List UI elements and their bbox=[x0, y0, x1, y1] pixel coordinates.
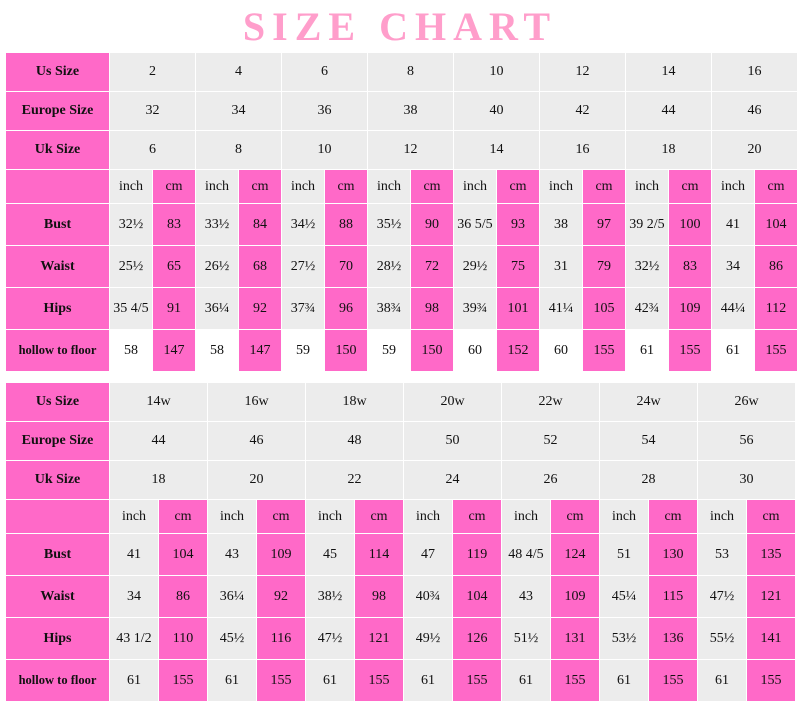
row-label-uk-size: Uk Size bbox=[6, 461, 110, 500]
row-label-units bbox=[6, 500, 110, 534]
cell-bust: 41 bbox=[110, 534, 159, 576]
row-label-hips: Hips bbox=[6, 618, 110, 660]
row-label-uk-size: Uk Size bbox=[6, 131, 110, 170]
cell-unit: cm bbox=[497, 170, 540, 204]
cell-hollow-to-floor: 155 bbox=[747, 660, 796, 702]
cell-waist: 29½ bbox=[454, 246, 497, 288]
cell-us-size: 22w bbox=[502, 383, 600, 422]
cell-bust: 43 bbox=[208, 534, 257, 576]
cell-hollow-to-floor: 150 bbox=[325, 330, 368, 372]
row-label-us-size: Us Size bbox=[6, 383, 110, 422]
cell-bust: 104 bbox=[159, 534, 208, 576]
cell-unit: cm bbox=[257, 500, 306, 534]
cell-hollow-to-floor: 147 bbox=[239, 330, 282, 372]
cell-uk-size: 6 bbox=[110, 131, 196, 170]
cell-unit: inch bbox=[208, 500, 257, 534]
cell-uk-size: 18 bbox=[626, 131, 712, 170]
cell-uk-size: 30 bbox=[698, 461, 796, 500]
cell-uk-size: 16 bbox=[540, 131, 626, 170]
cell-unit: inch bbox=[540, 170, 583, 204]
cell-bust: 32½ bbox=[110, 204, 153, 246]
cell-bust: 83 bbox=[153, 204, 196, 246]
table-row-europe-size bbox=[6, 92, 798, 131]
cell-europe-size: 48 bbox=[306, 422, 404, 461]
cell-hollow-to-floor: 59 bbox=[368, 330, 411, 372]
cell-hollow-to-floor: 155 bbox=[355, 660, 404, 702]
cell-waist: 26½ bbox=[196, 246, 239, 288]
cell-us-size: 12 bbox=[540, 53, 626, 92]
cell-unit: cm bbox=[747, 500, 796, 534]
cell-hollow-to-floor: 61 bbox=[306, 660, 355, 702]
cell-waist: 68 bbox=[239, 246, 282, 288]
cell-hips: 43 1/2 bbox=[110, 618, 159, 660]
cell-europe-size: 52 bbox=[502, 422, 600, 461]
cell-hollow-to-floor: 147 bbox=[153, 330, 196, 372]
cell-hips: 110 bbox=[159, 618, 208, 660]
cell-hips: 35 4/5 bbox=[110, 288, 153, 330]
cell-europe-size: 38 bbox=[368, 92, 454, 131]
row-label-europe-size: Europe Size bbox=[6, 422, 110, 461]
cell-uk-size: 12 bbox=[368, 131, 454, 170]
table-row-units bbox=[6, 170, 798, 204]
cell-hips: 112 bbox=[755, 288, 798, 330]
cell-europe-size: 42 bbox=[540, 92, 626, 131]
cell-unit: cm bbox=[411, 170, 454, 204]
cell-europe-size: 44 bbox=[110, 422, 208, 461]
cell-waist: 45¼ bbox=[600, 576, 649, 618]
cell-uk-size: 20 bbox=[208, 461, 306, 500]
cell-unit: inch bbox=[368, 170, 411, 204]
cell-hollow-to-floor: 59 bbox=[282, 330, 325, 372]
cell-bust: 104 bbox=[755, 204, 798, 246]
cell-unit: cm bbox=[239, 170, 282, 204]
cell-hollow-to-floor: 150 bbox=[411, 330, 454, 372]
cell-unit: cm bbox=[669, 170, 712, 204]
cell-bust: 39 2/5 bbox=[626, 204, 669, 246]
row-label-europe-size: Europe Size bbox=[6, 92, 110, 131]
cell-waist: 92 bbox=[257, 576, 306, 618]
cell-europe-size: 50 bbox=[404, 422, 502, 461]
table-row-hollow-to-floor bbox=[6, 330, 798, 372]
cell-waist: 31 bbox=[540, 246, 583, 288]
cell-bust: 88 bbox=[325, 204, 368, 246]
cell-hips: 49½ bbox=[404, 618, 453, 660]
cell-uk-size: 26 bbox=[502, 461, 600, 500]
cell-bust: 51 bbox=[600, 534, 649, 576]
table-row-us-size bbox=[6, 383, 796, 422]
row-label-waist: Waist bbox=[6, 576, 110, 618]
cell-bust: 34½ bbox=[282, 204, 325, 246]
cell-us-size: 24w bbox=[600, 383, 698, 422]
cell-unit: cm bbox=[453, 500, 502, 534]
cell-bust: 109 bbox=[257, 534, 306, 576]
cell-uk-size: 14 bbox=[454, 131, 540, 170]
cell-waist: 47½ bbox=[698, 576, 747, 618]
cell-waist: 109 bbox=[551, 576, 600, 618]
cell-waist: 115 bbox=[649, 576, 698, 618]
cell-unit: inch bbox=[454, 170, 497, 204]
row-label-hips: Hips bbox=[6, 288, 110, 330]
cell-hips: 126 bbox=[453, 618, 502, 660]
cell-bust: 48 4/5 bbox=[502, 534, 551, 576]
row-label-hollow-to-floor: hollow to floor bbox=[6, 660, 110, 702]
cell-hips: 98 bbox=[411, 288, 454, 330]
cell-unit: cm bbox=[153, 170, 196, 204]
table-row-waist bbox=[6, 576, 796, 618]
cell-unit: inch bbox=[110, 500, 159, 534]
cell-hips: 109 bbox=[669, 288, 712, 330]
cell-waist: 32½ bbox=[626, 246, 669, 288]
cell-hips: 39¾ bbox=[454, 288, 497, 330]
cell-waist: 72 bbox=[411, 246, 454, 288]
cell-hips: 42¾ bbox=[626, 288, 669, 330]
cell-hips: 131 bbox=[551, 618, 600, 660]
row-label-units bbox=[6, 170, 110, 204]
cell-europe-size: 32 bbox=[110, 92, 196, 131]
cell-bust: 100 bbox=[669, 204, 712, 246]
cell-bust: 119 bbox=[453, 534, 502, 576]
cell-us-size: 14w bbox=[110, 383, 208, 422]
cell-us-size: 14 bbox=[626, 53, 712, 92]
table-row-uk-size bbox=[6, 131, 798, 170]
cell-hips: 44¼ bbox=[712, 288, 755, 330]
cell-unit: cm bbox=[355, 500, 404, 534]
row-label-bust: Bust bbox=[6, 204, 110, 246]
cell-bust: 47 bbox=[404, 534, 453, 576]
cell-europe-size: 36 bbox=[282, 92, 368, 131]
cell-unit: inch bbox=[600, 500, 649, 534]
cell-unit: inch bbox=[626, 170, 669, 204]
cell-hollow-to-floor: 61 bbox=[502, 660, 551, 702]
row-label-hollow-to-floor: hollow to floor bbox=[6, 330, 110, 372]
cell-europe-size: 34 bbox=[196, 92, 282, 131]
cell-us-size: 20w bbox=[404, 383, 502, 422]
cell-hips: 51½ bbox=[502, 618, 551, 660]
cell-hollow-to-floor: 155 bbox=[583, 330, 626, 372]
cell-unit: inch bbox=[110, 170, 153, 204]
table-row-uk-size bbox=[6, 461, 796, 500]
cell-europe-size: 46 bbox=[208, 422, 306, 461]
cell-europe-size: 56 bbox=[698, 422, 796, 461]
cell-unit: inch bbox=[196, 170, 239, 204]
cell-waist: 75 bbox=[497, 246, 540, 288]
cell-hips: 37¾ bbox=[282, 288, 325, 330]
cell-waist: 83 bbox=[669, 246, 712, 288]
cell-waist: 86 bbox=[755, 246, 798, 288]
cell-hollow-to-floor: 58 bbox=[110, 330, 153, 372]
cell-unit: cm bbox=[159, 500, 208, 534]
cell-waist: 104 bbox=[453, 576, 502, 618]
cell-hips: 53½ bbox=[600, 618, 649, 660]
table-row-hips bbox=[6, 288, 798, 330]
cell-unit: cm bbox=[325, 170, 368, 204]
cell-hollow-to-floor: 155 bbox=[453, 660, 502, 702]
cell-uk-size: 24 bbox=[404, 461, 502, 500]
cell-waist: 28½ bbox=[368, 246, 411, 288]
cell-hips: 36¼ bbox=[196, 288, 239, 330]
cell-uk-size: 8 bbox=[196, 131, 282, 170]
cell-waist: 25½ bbox=[110, 246, 153, 288]
cell-uk-size: 28 bbox=[600, 461, 698, 500]
cell-hips: 105 bbox=[583, 288, 626, 330]
cell-waist: 98 bbox=[355, 576, 404, 618]
cell-hips: 55½ bbox=[698, 618, 747, 660]
cell-waist: 79 bbox=[583, 246, 626, 288]
cell-waist: 43 bbox=[502, 576, 551, 618]
cell-hollow-to-floor: 61 bbox=[208, 660, 257, 702]
cell-hollow-to-floor: 155 bbox=[257, 660, 306, 702]
cell-unit: cm bbox=[649, 500, 698, 534]
cell-uk-size: 18 bbox=[110, 461, 208, 500]
cell-bust: 93 bbox=[497, 204, 540, 246]
cell-uk-size: 20 bbox=[712, 131, 798, 170]
cell-hollow-to-floor: 155 bbox=[551, 660, 600, 702]
table-row-waist bbox=[6, 246, 798, 288]
cell-us-size: 4 bbox=[196, 53, 282, 92]
row-label-waist: Waist bbox=[6, 246, 110, 288]
cell-hips: 47½ bbox=[306, 618, 355, 660]
cell-bust: 90 bbox=[411, 204, 454, 246]
cell-hollow-to-floor: 60 bbox=[454, 330, 497, 372]
cell-unit: inch bbox=[502, 500, 551, 534]
cell-us-size: 8 bbox=[368, 53, 454, 92]
cell-unit: inch bbox=[698, 500, 747, 534]
cell-us-size: 26w bbox=[698, 383, 796, 422]
cell-waist: 34 bbox=[110, 576, 159, 618]
size-chart-table-standard bbox=[5, 52, 798, 372]
cell-hips: 45½ bbox=[208, 618, 257, 660]
cell-hollow-to-floor: 60 bbox=[540, 330, 583, 372]
cell-hollow-to-floor: 61 bbox=[404, 660, 453, 702]
cell-waist: 40¾ bbox=[404, 576, 453, 618]
cell-unit: cm bbox=[583, 170, 626, 204]
cell-hips: 136 bbox=[649, 618, 698, 660]
row-label-bust: Bust bbox=[6, 534, 110, 576]
cell-hips: 121 bbox=[355, 618, 404, 660]
cell-bust: 97 bbox=[583, 204, 626, 246]
cell-unit: inch bbox=[712, 170, 755, 204]
table-row-units bbox=[6, 500, 796, 534]
cell-bust: 130 bbox=[649, 534, 698, 576]
cell-hollow-to-floor: 61 bbox=[712, 330, 755, 372]
cell-waist: 27½ bbox=[282, 246, 325, 288]
cell-hollow-to-floor: 61 bbox=[626, 330, 669, 372]
cell-unit: inch bbox=[404, 500, 453, 534]
cell-hips: 116 bbox=[257, 618, 306, 660]
cell-waist: 70 bbox=[325, 246, 368, 288]
table-row-bust bbox=[6, 204, 798, 246]
cell-waist: 34 bbox=[712, 246, 755, 288]
cell-uk-size: 10 bbox=[282, 131, 368, 170]
cell-europe-size: 46 bbox=[712, 92, 798, 131]
cell-us-size: 6 bbox=[282, 53, 368, 92]
cell-hollow-to-floor: 61 bbox=[698, 660, 747, 702]
cell-hips: 101 bbox=[497, 288, 540, 330]
cell-bust: 45 bbox=[306, 534, 355, 576]
cell-bust: 36 5/5 bbox=[454, 204, 497, 246]
cell-us-size: 18w bbox=[306, 383, 404, 422]
cell-hips: 38¾ bbox=[368, 288, 411, 330]
cell-hips: 91 bbox=[153, 288, 196, 330]
cell-waist: 121 bbox=[747, 576, 796, 618]
cell-bust: 114 bbox=[355, 534, 404, 576]
cell-hollow-to-floor: 155 bbox=[159, 660, 208, 702]
cell-europe-size: 40 bbox=[454, 92, 540, 131]
table-row-europe-size bbox=[6, 422, 796, 461]
cell-hollow-to-floor: 155 bbox=[649, 660, 698, 702]
cell-us-size: 16 bbox=[712, 53, 798, 92]
page-title: SIZE CHART bbox=[242, 4, 558, 49]
table-row-hips bbox=[6, 618, 796, 660]
cell-us-size: 10 bbox=[454, 53, 540, 92]
cell-bust: 84 bbox=[239, 204, 282, 246]
cell-hips: 41¼ bbox=[540, 288, 583, 330]
cell-unit: cm bbox=[551, 500, 600, 534]
cell-unit: inch bbox=[282, 170, 325, 204]
table-row-us-size bbox=[6, 53, 798, 92]
cell-hollow-to-floor: 155 bbox=[669, 330, 712, 372]
cell-bust: 38 bbox=[540, 204, 583, 246]
cell-waist: 65 bbox=[153, 246, 196, 288]
cell-hollow-to-floor: 58 bbox=[196, 330, 239, 372]
cell-bust: 135 bbox=[747, 534, 796, 576]
cell-bust: 41 bbox=[712, 204, 755, 246]
cell-unit: inch bbox=[306, 500, 355, 534]
table-row-hollow-to-floor bbox=[6, 660, 796, 702]
cell-hollow-to-floor: 61 bbox=[110, 660, 159, 702]
cell-waist: 36¼ bbox=[208, 576, 257, 618]
cell-hips: 92 bbox=[239, 288, 282, 330]
cell-europe-size: 54 bbox=[600, 422, 698, 461]
cell-us-size: 2 bbox=[110, 53, 196, 92]
row-label-us-size: Us Size bbox=[6, 53, 110, 92]
cell-waist: 38½ bbox=[306, 576, 355, 618]
table-row-bust bbox=[6, 534, 796, 576]
size-chart-table-plus bbox=[5, 382, 796, 702]
table-separator bbox=[0, 372, 800, 382]
cell-uk-size: 22 bbox=[306, 461, 404, 500]
cell-hips: 96 bbox=[325, 288, 368, 330]
cell-hollow-to-floor: 61 bbox=[600, 660, 649, 702]
cell-waist: 86 bbox=[159, 576, 208, 618]
cell-hollow-to-floor: 152 bbox=[497, 330, 540, 372]
cell-bust: 33½ bbox=[196, 204, 239, 246]
cell-bust: 35½ bbox=[368, 204, 411, 246]
cell-bust: 124 bbox=[551, 534, 600, 576]
cell-us-size: 16w bbox=[208, 383, 306, 422]
cell-bust: 53 bbox=[698, 534, 747, 576]
cell-europe-size: 44 bbox=[626, 92, 712, 131]
cell-hollow-to-floor: 155 bbox=[755, 330, 798, 372]
cell-hips: 141 bbox=[747, 618, 796, 660]
cell-unit: cm bbox=[755, 170, 798, 204]
